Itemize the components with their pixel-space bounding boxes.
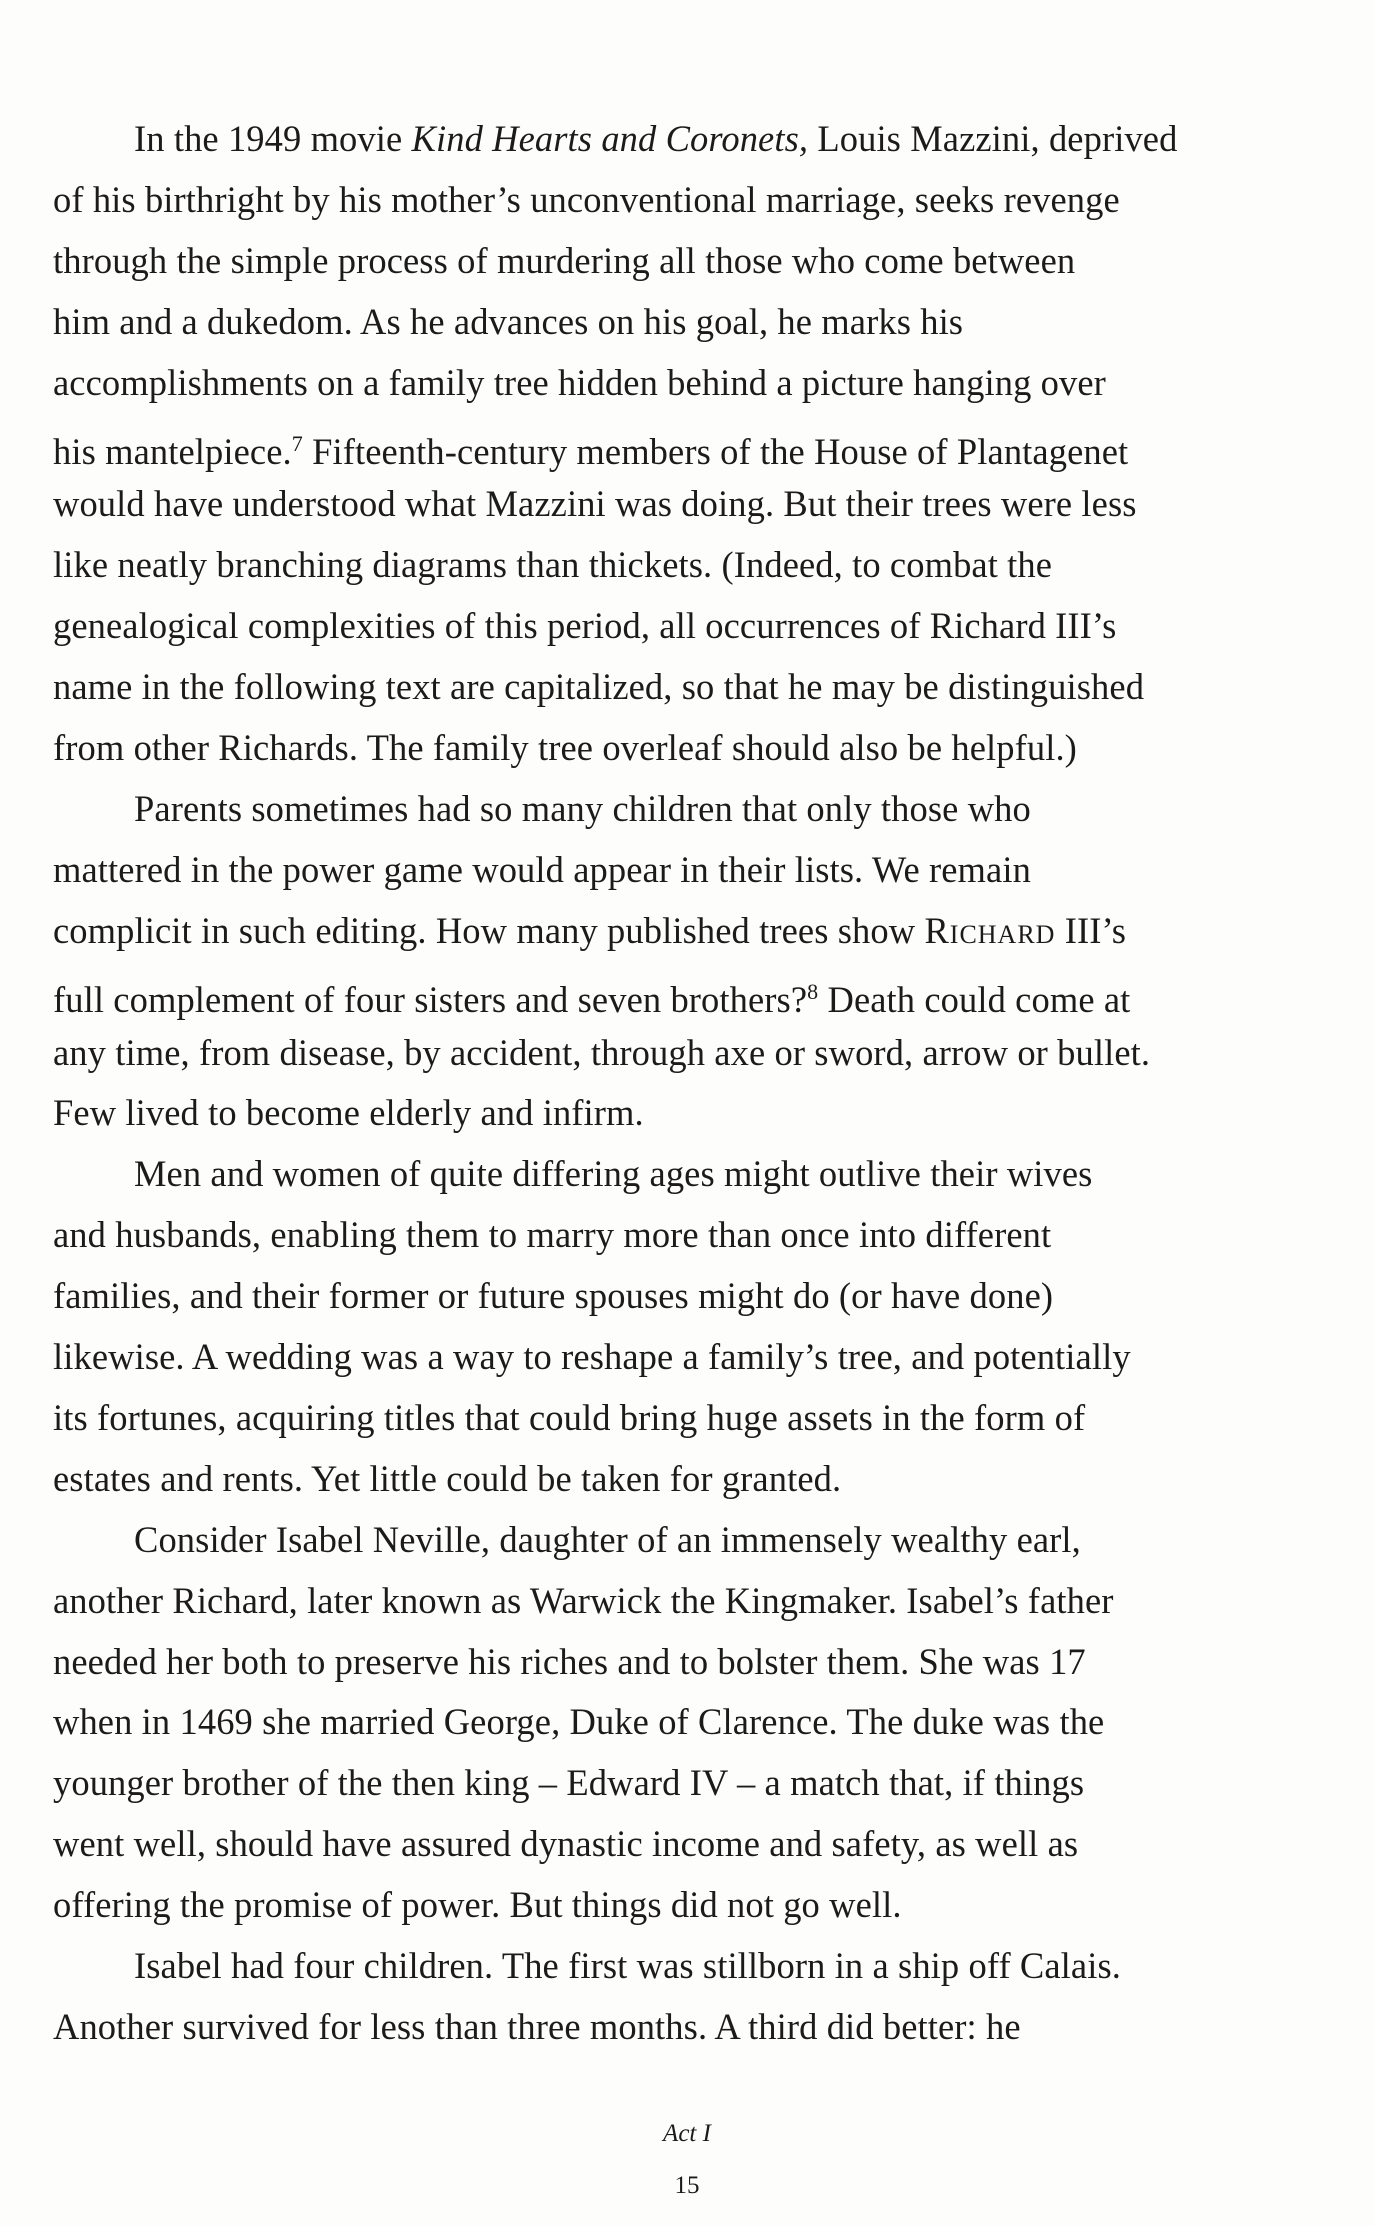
text-run: accomplishments on a family tree hidden behind a picture hanging over [53,361,1106,403]
text-line [53,1204,1051,1265]
text-run: Isabel had four children. The first was stillborn in a ship off Calais. [134,1945,1121,1986]
text-line [53,352,1106,413]
italic-title: Kind Hearts and Coronets, [411,118,809,159]
text-line [53,1631,1086,1692]
text-line [53,1082,644,1143]
text-run: Death could come at [818,978,1131,1020]
page-number: 15 [674,2172,700,2199]
running-footer: Act I [663,2120,711,2147]
text-run: of his birthright by his mother’s unconventional marriage, seeks revenge [53,178,1120,220]
text-run: Men and women of quite differing ages might outlive their wives [134,1153,1093,1195]
text-run: would have understood what Mazzini was doing. But their trees were less [53,483,1137,525]
text-run: estates and rents. Yet little could be taken for granted. [53,1457,842,1499]
text-run: Another survived for less than three months. A third did better: he [53,2005,1021,2047]
text-run: genealogical complexities of this period, all occurrences of Richard III’s [53,605,1117,647]
text-line [53,1570,1114,1631]
text-line [134,1509,1081,1570]
text-line [53,1387,1085,1448]
text-run: complicit in such editing. How many published trees show [53,909,925,951]
text-line [53,839,1031,900]
text-run: him and a dukedom. As he advances on his goal, he marks his [53,300,964,342]
text-run: III’s [1055,909,1127,951]
text-line [134,1935,1121,1996]
text-line [53,900,1126,961]
text-line [53,1813,1078,1874]
text-run: his mantelpiece. [53,430,292,472]
text-line [53,169,1120,230]
text-run: from other Richards. The family tree overleaf should also be helpful.) [53,727,1077,768]
text-line [53,595,1116,656]
text-run: Louis Mazzini, deprived [808,118,1178,159]
text-line [53,473,1137,534]
text-run: like neatly branching diagrams than thickets. (Indeed, to combat the [53,544,1053,586]
text-run: needed her both to preserve his riches and to bolster them. She was 17 [53,1640,1086,1682]
text-run: offering the promise of power. But things did not go well. [53,1884,902,1926]
text-line [134,1143,1092,1204]
text-run: families, and their former or future spouses might do (or have done) [53,1275,1054,1317]
text-run: through the simple process of murdering all those who come between [53,239,1076,281]
text-line [53,534,1052,595]
text-run: Consider Isabel Neville, daughter of an immensely wealthy earl, [134,1518,1081,1560]
text-run: likewise. A wedding was a way to reshape a family’s tree, and potentially [53,1336,1131,1377]
text-line [53,230,1075,291]
text-line [53,1265,1053,1326]
text-run: full complement of four sisters and seven brothers? [53,978,808,1020]
text-line [53,1448,841,1509]
text-line [53,1996,1021,2057]
text-line [134,108,1177,169]
text-line [53,1874,902,1935]
text-run: In the 1949 movie [134,118,412,159]
text-run: Richard [924,909,1056,951]
text-run: any time, from disease, by accident, through axe or sword, arrow or bullet. [53,1031,1151,1073]
text-run: Fifteenth-century members of the House of Plantagenet [302,430,1129,472]
text-line [53,961,1130,1030]
text-line [53,717,1077,778]
text-run: its fortunes, acquiring titles that could bring huge assets in the form of [53,1396,1086,1438]
text-run: another Richard, later known as Warwick the Kingmaker. Isabel’s father [53,1579,1114,1621]
text-line [53,1022,1150,1083]
text-run: Parents sometimes had so many children that only those who [134,787,1031,829]
footnote-reference: 7 [291,430,303,456]
text-run: when in 1469 she married George, Duke of Clarence. The duke was the [53,1701,1105,1743]
text-line [134,778,1031,839]
footnote-reference: 8 [807,978,819,1004]
text-run: name in the following text are capitalized, so that he may be distinguished [53,666,1145,708]
text-line [53,1752,1084,1813]
text-line [53,1326,1131,1387]
text-run: went well, should have assured dynastic income and safety, as well as [53,1823,1079,1865]
text-run: Few lived to become elderly and infirm. [53,1092,644,1134]
text-line [53,1691,1104,1752]
text-run: mattered in the power game would appear in their lists. We remain [53,848,1031,890]
text-line [53,656,1144,717]
text-line [53,291,963,352]
text-line [53,413,1128,482]
text-run: younger brother of the then king – Edward IV – a match that, if things [53,1762,1085,1804]
text-run: and husbands, enabling them to marry more than once into different [53,1214,1052,1256]
